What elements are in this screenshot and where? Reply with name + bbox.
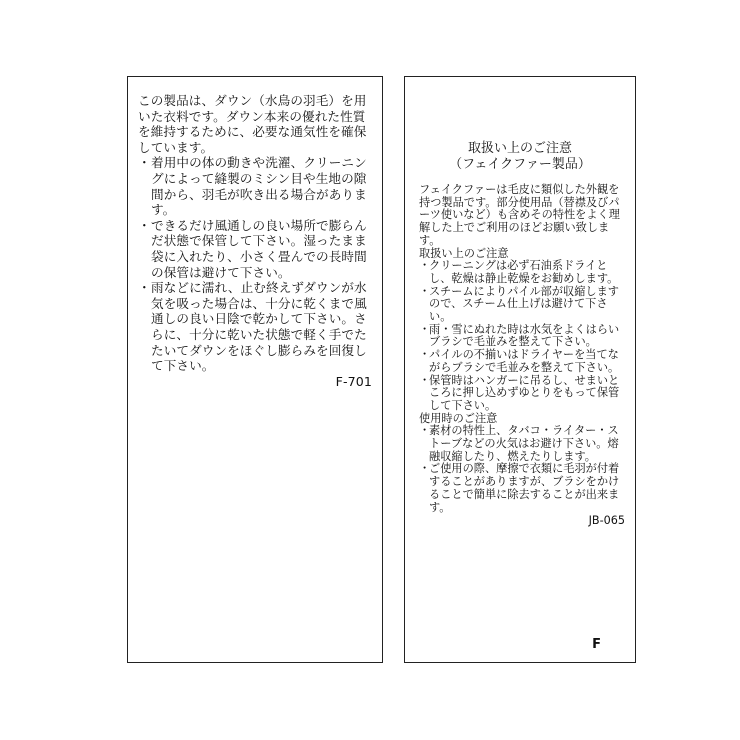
- down-bullet: [138, 280, 372, 374]
- fur-label-mark: F: [592, 637, 601, 652]
- fur-section-heading: 使用時のご注意: [419, 411, 498, 425]
- down-bullet-text: できるだけ風通しの良い場所で膨らんだ状態で保管して下さい。湿ったまま袋に入れたり、小さく畳んでの長時間の保管は避けて下さい。: [151, 217, 367, 280]
- bullet-dot: ・: [138, 217, 151, 233]
- bullet-dot: ・: [419, 373, 431, 387]
- fur-label-body: [419, 184, 625, 528]
- bullet-dot: ・: [138, 280, 151, 296]
- fur-bullet: [419, 375, 625, 413]
- fur-section-heading: 取扱い上のご注意: [419, 246, 509, 260]
- fur-bullet: [419, 260, 625, 285]
- down-bullet-text: 着用中の体の動きや洗濯、クリーニングによって縫製のミシン目や生地の隙間から、羽毛が吹き出る場合があります。: [151, 155, 367, 218]
- bullet-dot: ・: [419, 284, 431, 298]
- down-intro-text: この製品は、ダウン（水鳥の羽毛）を用いた衣料です。ダウン本来の優れた性質を維持するために、必要な通気性を確保しています。: [138, 93, 367, 155]
- fur-bullet-text: ご使用の際、摩擦で衣類に毛羽が付着することがありますが、ブラシをかけることで簡単に除去することが出来ます。: [429, 462, 620, 514]
- down-bullet: [138, 218, 372, 280]
- fur-bullet-text: パイルの不揃いはドライヤーを当てながらブラシで毛並みを整えて下さい。: [429, 348, 620, 374]
- fur-bullet-text: 素材の特性上、タバコ・ライター・ストーブなどの火気はお避け下さい。熔融収縮したり、燃えたりします。: [429, 424, 619, 463]
- fur-bullet: [419, 286, 625, 324]
- fur-bullet: [419, 324, 625, 349]
- care-label-down: [127, 76, 383, 663]
- fur-bullet: [419, 425, 625, 463]
- bullet-dot: ・: [419, 348, 431, 362]
- down-bullet-text: 雨などに濡れ、止む終えずダウンが水気を吸った場合は、十分に乾くまで風通しの良い日陰で乾かして下さい。さらに、十分に乾いた状態で軽く手でたたいてダウンをほぐし膨らみを回復して下さい。: [151, 280, 367, 374]
- bullet-dot: ・: [419, 322, 431, 336]
- fur-bullet: [419, 463, 625, 514]
- bullet-dot: ・: [138, 155, 151, 171]
- fur-label-code: JB-065: [588, 514, 625, 528]
- bullet-dot: ・: [419, 424, 431, 438]
- down-label-code: F-701: [335, 373, 372, 389]
- care-label-fake-fur: [404, 76, 636, 663]
- fur-bullet-text: 保管時はハンガーに吊るし、せまいところに押し込めずゆとりをもって保管して下さい。: [429, 373, 620, 412]
- down-label-body: [138, 93, 372, 389]
- fur-intro-text: フェイクファーは毛皮に類似した外観を持つ製品です。部分使用品（替襟及びパーツ使いなど）も含めその特性をよく理解した上でご利用のほどお願い致します。: [419, 183, 620, 247]
- fur-bullet-text: クリーニングは必ず石油系ドライとし、乾燥は静止乾燥をお勧めします。: [429, 259, 619, 285]
- fur-bullet-text: 雨・雪にぬれた時は水気をよくはらいブラシで毛並みを整えて下さい。: [429, 322, 620, 349]
- fur-bullet-text: スチームによりパイル部が収縮しますので、スチーム仕上げは避けて下さい。: [429, 284, 619, 324]
- bullet-dot: ・: [419, 259, 431, 273]
- down-bullet: [138, 155, 372, 217]
- fur-label-title: 取扱い上のご注意: [467, 141, 572, 156]
- fur-label-subtitle: （フェイクファー製品）: [449, 157, 591, 172]
- fur-bullet: [419, 349, 625, 374]
- fur-label-header: [405, 141, 635, 173]
- bullet-dot: ・: [419, 462, 431, 476]
